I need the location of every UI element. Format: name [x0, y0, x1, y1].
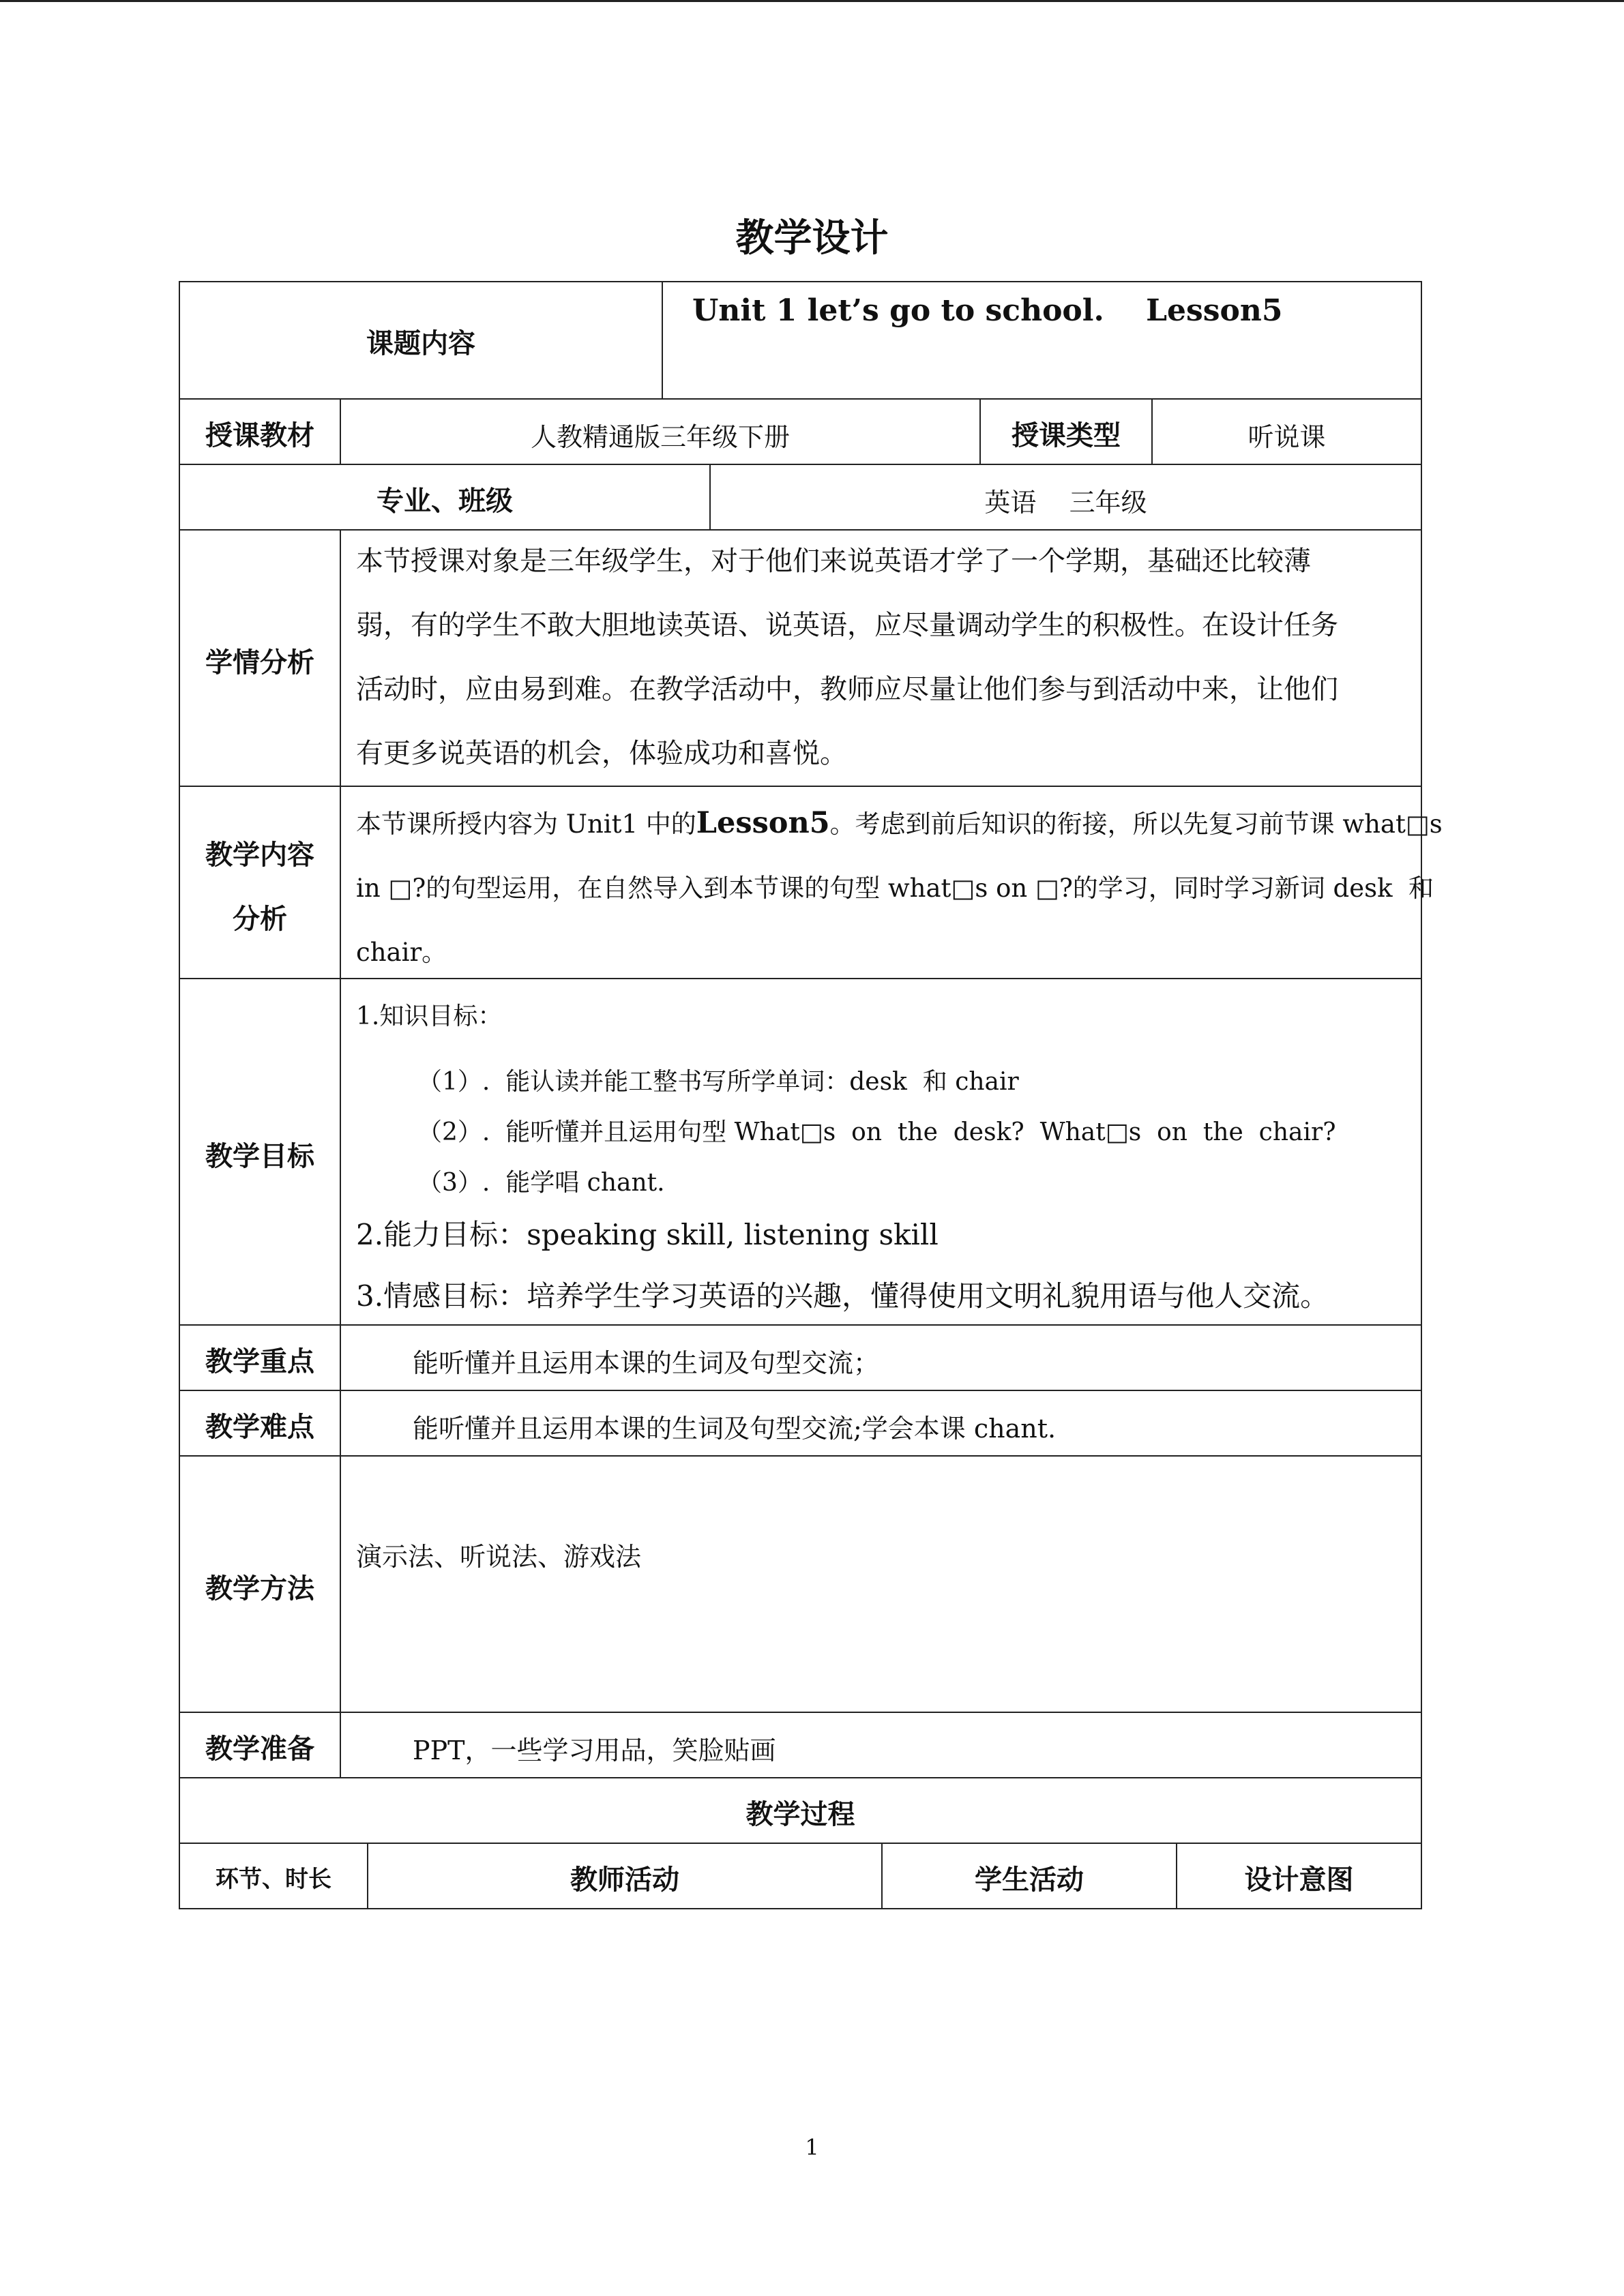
knowledge-item-1: （1）. 能认读并能工整书写所学单词：desk 和 chair — [417, 1068, 1019, 1096]
key-point-value: 能听懂并且运用本课的生词及句型交流； — [413, 1348, 880, 1378]
key-point-label: 教学重点 — [205, 1346, 314, 1377]
knowledge-title: 1.知识目标： — [356, 1002, 503, 1030]
emotion-objective: 3.情感目标：培养学生学习英语的兴趣，懂得使用文明礼貌用语与他人交流。 — [356, 1279, 1329, 1313]
prep-label: 教学准备 — [205, 1733, 314, 1765]
content-label-line2: 分析 — [233, 904, 287, 935]
topic-value: Unit 1 let’s go to school. Lesson5 — [692, 293, 1283, 328]
analysis-label: 学情分析 — [205, 647, 314, 679]
topic-label: 课题内容 — [366, 328, 475, 359]
process-col-2: 教师活动 — [570, 1864, 679, 1896]
content-line-2: in □?的句型运用，在自然导入到本节课的句型 what□s on □?的学习，同时学习新词 desk 和 — [356, 874, 1434, 903]
content-label-cell — [179, 786, 341, 979]
analysis-line-4: 有更多说英语的机会，体验成功和喜悦。 — [356, 738, 847, 769]
content-line-1-c: 。考虑到前后知识的衔接，所以先复习前节课 what□s — [829, 809, 1443, 839]
knowledge-item-3: （3）. 能学唱 chant. — [417, 1169, 665, 1197]
prep-value: PPT，一些学习用品，笑脸贴画 — [413, 1735, 776, 1765]
process-col-1: 环节、时长 — [216, 1866, 331, 1893]
method-value: 演示法、听说法、游戏法 — [356, 1542, 642, 1572]
process-col-4: 设计意图 — [1244, 1864, 1354, 1896]
content-lesson-bold: Lesson5 — [696, 806, 830, 840]
textbook-value: 人教精通版三年级下册 — [530, 422, 790, 452]
method-label: 教学方法 — [205, 1573, 314, 1605]
analysis-line-2: 弱，有的学生不敢大胆地读英语、说英语，应尽量调动学生的积极性。在设计任务 — [356, 610, 1338, 641]
top-border — [0, 0, 1624, 2]
page-number: 1 — [805, 2134, 819, 2160]
difficulty-value: 能听懂并且运用本课的生词及句型交流;学会本课 chant. — [413, 1414, 1057, 1444]
type-label: 授课类型 — [1012, 420, 1121, 451]
process-col-3: 学生活动 — [975, 1864, 1084, 1896]
method-value-cell — [340, 1455, 1422, 1713]
content-line-1-a: 本节课所授内容为 Unit1 中的 — [356, 809, 696, 839]
content-line-3: chair。 — [356, 938, 447, 967]
content-label-line1: 教学内容 — [205, 839, 314, 871]
type-value: 听说课 — [1247, 422, 1326, 452]
analysis-line-1: 本节授课对象是三年级学生，对于他们来说英语才学了一个学期，基础还比较薄 — [356, 546, 1311, 577]
ability-objective: 2.能力目标：speaking skill, listening skill — [356, 1218, 939, 1251]
process-title: 教学过程 — [745, 1799, 855, 1830]
class-label: 专业、班级 — [377, 486, 513, 517]
textbook-label: 授课教材 — [205, 420, 314, 451]
knowledge-item-2: （2）. 能听懂并且运用句型 What□s on the desk? What□s on the chair? — [417, 1118, 1336, 1146]
difficulty-label: 教学难点 — [205, 1412, 314, 1443]
page-title: 教学设计 — [735, 216, 889, 260]
analysis-line-3: 活动时，应由易到难。在教学活动中，教师应尽量让他们参与到活动中来，让他们 — [356, 674, 1338, 705]
objectives-label: 教学目标 — [205, 1141, 314, 1172]
content-line-1 — [356, 803, 1443, 840]
class-value: 英语 三年级 — [984, 488, 1147, 518]
